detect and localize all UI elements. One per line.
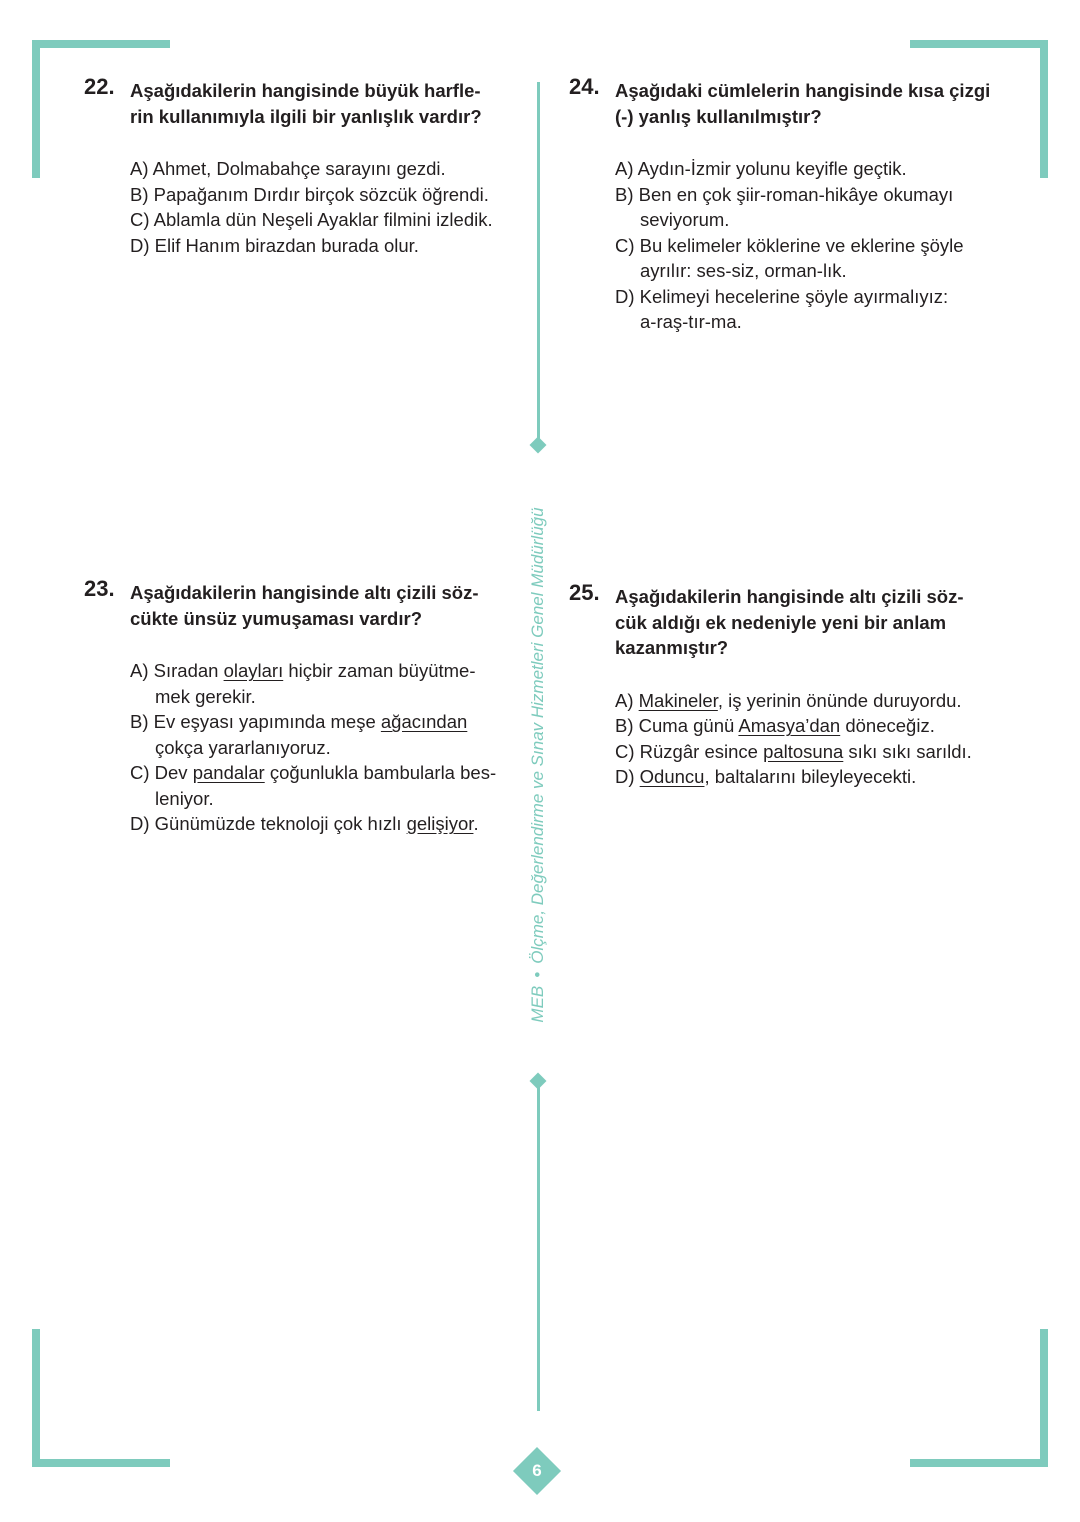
underlined-word: ağacından	[380, 711, 468, 732]
option-c[interactable]: C) Bu kelimeler köklerine ve eklerine şöyle ayrılır: ses-siz, orman-lık.	[615, 234, 964, 281]
option-a[interactable]: A) Ahmet, Dolmabahçe sarayını gezdi.	[130, 158, 446, 179]
underlined-word: Makineler	[638, 689, 718, 711]
option-b[interactable]: B) Papağanım Dırdır birçok sözcük öğrendi.	[130, 183, 489, 205]
divider-diamond-top	[530, 437, 547, 454]
question-text: Aşağıdakilerin hangisinde büyük harfle- rin kullanımıyla ilgili bir yanlışlık vardır?	[130, 80, 482, 127]
underlined-word: olayları	[223, 660, 284, 681]
question-number: 24.	[569, 74, 600, 99]
option-text: B) Ev eşyası yapımında meşe	[130, 711, 381, 732]
option-text: .	[473, 813, 479, 834]
underlined-word: gelişiyor	[406, 813, 474, 834]
option-text: sıkı sıkı sarıldı.	[843, 740, 972, 762]
option-text: A) Sıradan	[130, 660, 224, 681]
question-24	[569, 74, 1015, 335]
side-dot: •	[528, 971, 547, 978]
option-b[interactable]	[615, 713, 1015, 739]
question-23	[84, 576, 530, 837]
side-dept: Ölçme, Değerlendirme ve Sınav Hizmetleri Genel Müdürlüğü	[528, 507, 547, 964]
question-text: Aşağıdakilerin hangisinde altı çizili söz- cük aldığı ek nedeniyle yeni bir anlam kazanmıştır?	[615, 586, 964, 658]
option-text: B) Cuma günü	[615, 715, 739, 736]
option-text: çoğunlukla bambularla bes- leniyor.	[155, 762, 497, 809]
option-a[interactable]	[130, 658, 530, 709]
question-22	[84, 74, 530, 258]
option-d[interactable]: D) Kelimeyi hecelerine şöyle ayırmalıyız: a-raş-tır-ma.	[615, 285, 949, 332]
side-brand: MEB	[528, 985, 547, 1023]
option-d[interactable]	[130, 811, 530, 837]
option-d[interactable]: D) Elif Hanım birazdan burada olur.	[130, 234, 419, 256]
option-b[interactable]: B) Ben en çok şiir-roman-hikâye okumayı seviyorum.	[615, 183, 954, 230]
column-divider-bottom	[537, 1086, 540, 1411]
option-c[interactable]	[130, 760, 530, 811]
option-text: C) Rüzgâr esince	[615, 740, 764, 762]
page-number: 6	[532, 1461, 542, 1480]
option-text: döneceğiz.	[840, 715, 935, 736]
option-c[interactable]: C) Ablamla dün Neşeli Ayaklar filmini izledik.	[130, 209, 493, 230]
underlined-word: paltosuna	[763, 740, 844, 762]
option-b[interactable]	[130, 709, 530, 760]
question-number: 25.	[569, 580, 600, 605]
question-number: 22.	[84, 74, 115, 99]
option-text: D)	[615, 766, 640, 787]
option-text: , baltalarını bileyleyecekti.	[704, 766, 917, 787]
option-text: A)	[615, 689, 639, 711]
underlined-word: Oduncu	[639, 766, 705, 787]
option-text: hiçbir zaman büyütme- mek gerekir.	[155, 660, 476, 707]
option-a[interactable]: A) Aydın-İzmir yolunu keyifle geçtik.	[615, 158, 907, 179]
corner-frame-bottom-right	[910, 1329, 1048, 1467]
option-d[interactable]	[615, 764, 1015, 790]
option-text: çokça yararlanıyoruz.	[155, 736, 331, 758]
question-number: 23.	[84, 576, 115, 601]
page-number-badge	[513, 1447, 561, 1495]
corner-frame-bottom-left	[32, 1329, 170, 1467]
option-text: C) Dev	[130, 762, 193, 783]
column-divider-top	[537, 82, 540, 442]
side-caption	[528, 507, 548, 1022]
option-c[interactable]	[615, 739, 1015, 765]
option-a[interactable]	[615, 688, 1015, 714]
option-text: D) Günümüzde teknoloji çok hızlı	[130, 813, 407, 834]
question-text: Aşağıdakilerin hangisinde altı çizili söz- cükte ünsüz yumuşaması vardır?	[130, 582, 479, 629]
option-text: , iş yerinin önünde duruyordu.	[717, 689, 962, 711]
underlined-word: pandalar	[192, 762, 265, 783]
underlined-word: Amasya’dan	[738, 715, 841, 736]
question-text: Aşağıdaki cümlelerin hangisinde kısa çizgi (-) yanlış kullanılmıştır?	[615, 80, 991, 127]
question-25	[569, 580, 1015, 790]
